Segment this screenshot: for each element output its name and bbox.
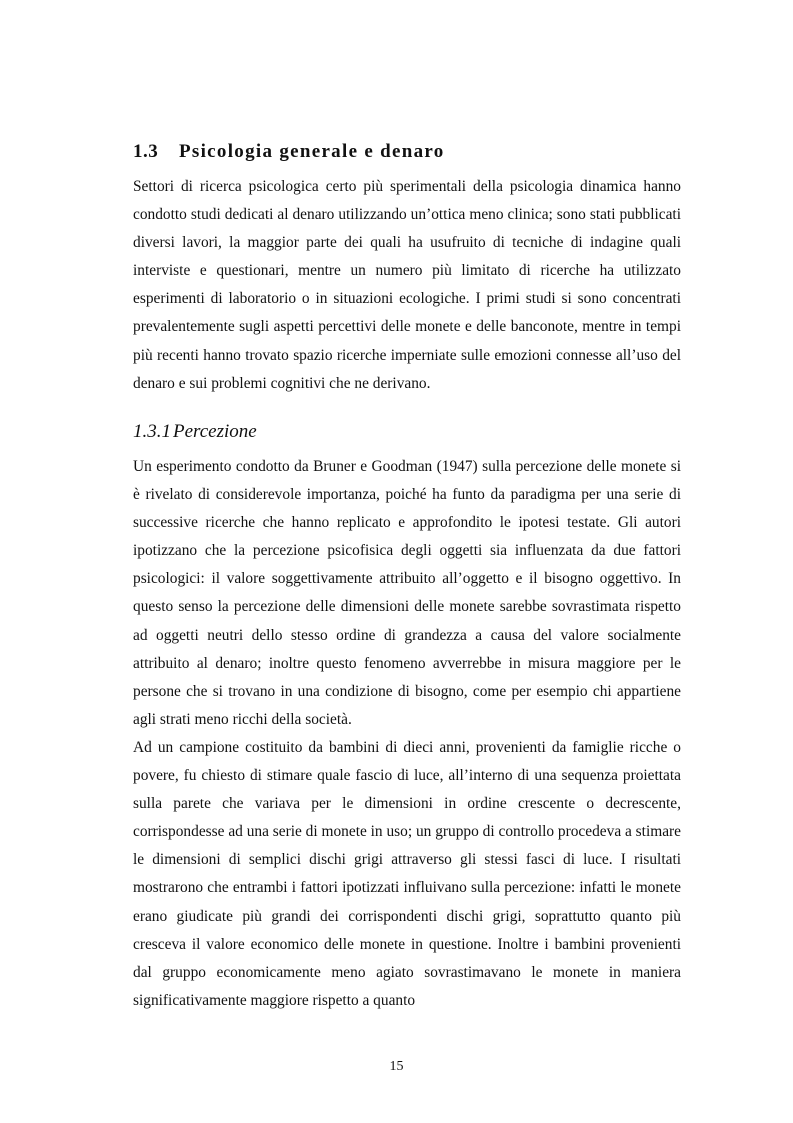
page-number: 15	[389, 1059, 404, 1074]
section-number: 1.3	[133, 141, 159, 162]
subsection-number: 1.3.1	[133, 421, 171, 442]
subsection-heading	[133, 421, 693, 443]
subsection-title: Percezione	[173, 421, 257, 442]
section-title: Psicologia generale e denaro	[179, 141, 445, 162]
paragraph: Un esperimento condotto da Bruner e Goodman (1947) sulla percezione delle monete si è rivelato di considerevole importanza, poiché ha funto da paradigma per una serie di successive ricerche che hanno replicato e approfondito le ipotesi testate. Gli autori ipotizzano che la percezione psicofisica degli oggetti sia influenzata da due fattori psicologici: il valore soggettivamente attribuito all’oggetto e il bisogno oggettivo. In questo senso la percezione delle dimensioni delle monete sarebbe sovrastimata rispetto ad oggetti neutri dello stesso ordine di grandezza a causa del valore socialmente attribuito al denaro; inoltre questo fenomeno avverrebbe in misura maggiore per le persone che si trovano in una condizione di bisogno, come per esempio chi appartiene agli strati meno ricchi della società.	[133, 458, 681, 728]
paragraph: Ad un campione costituito da bambini di dieci anni, provenienti da famiglie ricche o povere, fu chiesto di stimare quale fascio di luce, all’interno di una sequenza proiettata sulla parete che variava per le dimensioni in ordine crescente o decrescente, corrispondesse ad una serie di monete in uso; un gruppo di controllo procedeva a stimare le dimensioni di semplici dischi grigi attraverso gli stessi fasci di luce. I risultati mostrarono che entrambi i fattori ipotizzati influivano sulla percezione: infatti le monete erano giudicate più grandi dei corrispondenti dischi grigi, soprattutto quanto più cresceva il valore economico delle monete in questione. Inoltre i bambini provenienti dal gruppo economicamente meno agiato sovrastimavano le monete in maniera significativamente maggiore rispetto a quanto	[133, 739, 681, 1009]
paragraph: Settori di ricerca psicologica certo più sperimentali della psicologia dinamica hanno condotto studi dedicati al denaro utilizzando un’ottica meno clinica; sono stati pubblicati diversi lavori, la maggior parte dei quali ha usufruito di tecniche di indagine quali interviste e questionari, mentre un numero più limitato di ricerche ha utilizzato esperimenti di laboratorio o in situazioni ecologiche. I primi studi si sono concentrati prevalentemente sugli aspetti percettivi delle monete e delle banconote, mentre in tempi più recenti hanno trovato spazio ricerche imperniate sulle emozioni connesse all’uso del denaro e sui problemi cognitivi che ne derivano.	[133, 178, 681, 392]
section-heading	[133, 141, 693, 163]
